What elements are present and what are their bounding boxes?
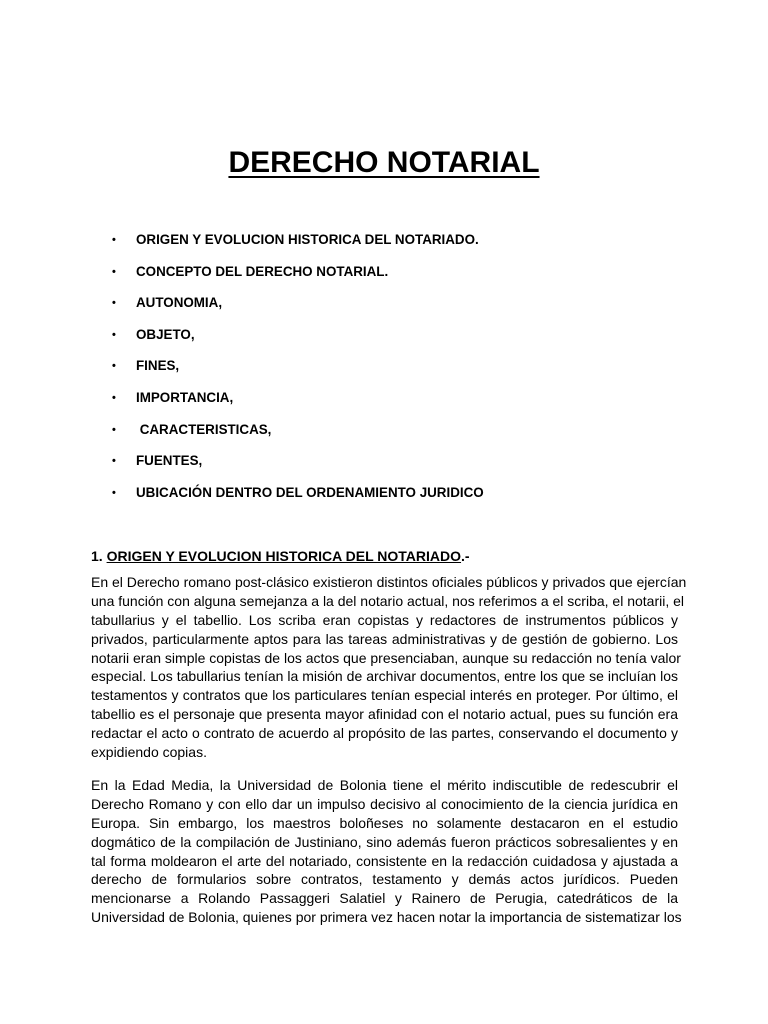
bullet-icon: • xyxy=(112,423,116,436)
topics-list-item-text: CARACTERISTICAS, xyxy=(136,421,272,437)
paragraph-line: Derecho Romano y con ello dar un impulso decisivo al conocimiento de la ciencia jurídica en xyxy=(91,795,678,812)
bullet-icon: • xyxy=(112,360,116,373)
paragraph-line: dogmático de la compilación de Justiniano, sino además fueron prácticos sobresalientes y en xyxy=(91,833,678,850)
topics-list-item-text: AUTONOMIA, xyxy=(136,295,223,311)
bullet-icon: • xyxy=(112,391,116,404)
paragraph-line: especial. Los tabullarius tenían la misión de archivar documentos, entre los que se incluían los xyxy=(91,668,678,685)
paragraph-roman-law xyxy=(91,573,687,762)
topics-list-item-text: CONCEPTO DEL DERECHO NOTARIAL. xyxy=(136,263,389,279)
topics-list-item-text: FINES, xyxy=(136,358,180,374)
paragraph-line: tabellio es el personaje que presenta mayor afinidad con el notario actual, pues su función era xyxy=(91,706,678,723)
topics-list-item xyxy=(112,261,712,293)
bullet-icon: • xyxy=(112,265,116,278)
paragraph-line: notarii eran simple copistas de los actos que presenciaban, aunque su redacción no tenía valor xyxy=(91,649,681,666)
paragraph-line: una función con alguna semejanza a la del notario actual, nos referimos a el scriba, el notarii, el xyxy=(91,592,685,609)
paragraph-line: testamentos y contratos que los particulares tenían especial interés en proteger. Por último, el xyxy=(91,687,678,704)
topics-list xyxy=(112,229,712,513)
topics-list-item xyxy=(112,229,712,261)
topics-list-item xyxy=(112,387,712,419)
bullet-icon: • xyxy=(112,297,116,310)
paragraph-line: privados, particularmente aptos para las tareas administrativas y de gestión de gobierno. Los xyxy=(91,630,678,647)
bullet-icon: • xyxy=(112,486,116,499)
paragraph-line: mencionarse a Rolando Passaggeri Salatiel y Rainero de Perugia, catedráticos de la xyxy=(91,890,678,907)
topics-list-item xyxy=(112,355,712,387)
topics-list-item-text: FUENTES, xyxy=(136,453,203,469)
paragraph-line: En la Edad Media, la Universidad de Bolonia tiene el mérito indiscutible de redescubrir el xyxy=(91,777,678,793)
document-title-text: DERECHO NOTARIAL xyxy=(228,146,540,179)
paragraph-line: redactar el acto o contrato de acuerdo al propósito de las partes, conservando el documento y xyxy=(91,725,678,742)
topics-list-item xyxy=(112,482,712,514)
bullet-icon: • xyxy=(112,328,116,341)
topics-list-item-text: IMPORTANCIA, xyxy=(136,389,234,405)
paragraph-line: tal forma moldearon el arte del notariado, consistente en la redacción cuidadosa y ajustada a xyxy=(91,852,678,869)
topics-list-item xyxy=(112,324,712,356)
topics-list-item xyxy=(112,292,712,324)
section-suffix: .- xyxy=(461,548,470,564)
paragraph-line: tabullarius y el tabellio. Los scriba eran copistas y redactores de instrumentos públicos y xyxy=(91,611,678,628)
paragraph-line: expidiendo copias. xyxy=(91,744,207,761)
paragraph-line: Universidad de Bolonia, quienes por primera vez hacen notar la importancia de sistematizar los xyxy=(91,909,682,926)
paragraph-line: En el Derecho romano post-clásico existieron distintos oficiales públicos y privados que ejercían xyxy=(91,574,687,590)
paragraph-line: Europa. Sin embargo, los maestros boloñeses no solamente destacaron en el estudio xyxy=(91,814,678,831)
section-title: ORIGEN Y EVOLUCION HISTORICA DEL NOTARIADO xyxy=(106,548,462,564)
bullet-icon: • xyxy=(112,455,116,468)
topics-list-item-text: ORIGEN Y EVOLUCION HISTORICA DEL NOTARIADO. xyxy=(136,232,479,247)
topics-list-item-text: UBICACIÓN DENTRO DEL ORDENAMIENTO JURIDICO xyxy=(136,484,484,500)
paragraph-line: derecho de formularios sobre contratos, testamento y demás actos jurídicos. Pueden xyxy=(91,871,678,888)
document-title xyxy=(0,143,768,183)
section-number: 1. xyxy=(91,548,107,564)
section-heading xyxy=(91,545,470,567)
topics-list-item xyxy=(112,450,712,482)
bullet-icon: • xyxy=(112,234,116,246)
topics-list-item-text: OBJETO, xyxy=(136,326,195,342)
paragraph-middle-ages xyxy=(91,776,682,927)
topics-list-item xyxy=(112,419,712,451)
